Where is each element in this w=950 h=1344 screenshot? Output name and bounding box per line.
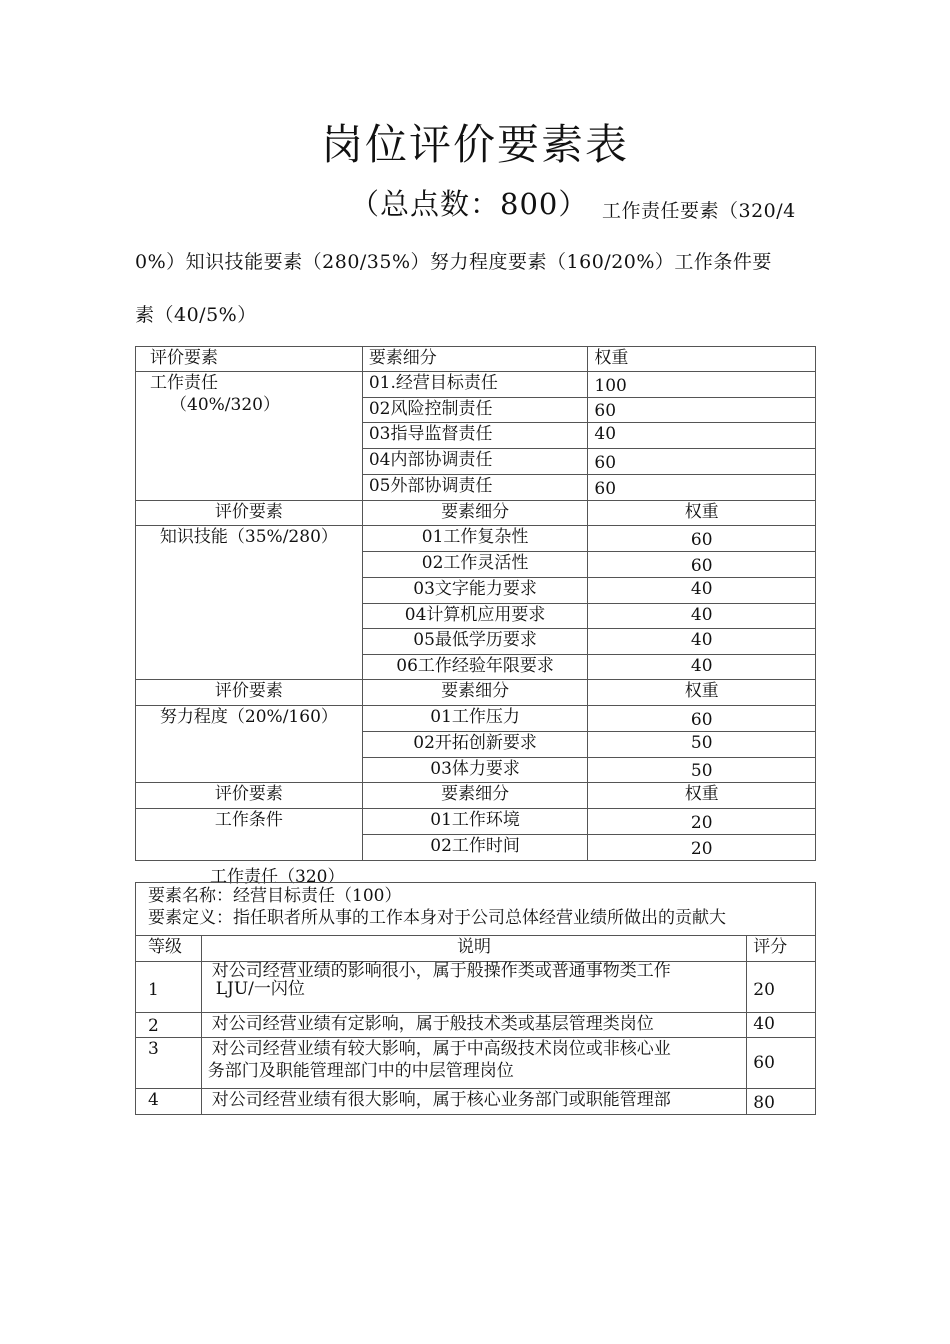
header-subfactor: 要素细分: [362, 501, 588, 526]
description-text: 对公司经营业绩有定影响，属于般技术类或基层管理类岗位: [201, 1013, 747, 1038]
summary-line-2: 0%）知识技能要素（280/35%）努力程度要素（160/20%）工作条件要: [135, 251, 772, 273]
subfactor-name: 05外部协调责任: [362, 475, 588, 501]
table-row: [136, 706, 816, 732]
subfactor-weight: 50: [588, 732, 816, 758]
subfactor-weight: 60: [588, 706, 816, 732]
subfactor-weight: 60: [588, 526, 816, 552]
description-text-cont: LJU/一闪位: [215, 979, 305, 999]
factor-name: 努力程度（20%/160）: [136, 706, 363, 783]
subfactor-weight: 20: [588, 809, 816, 835]
factor-share: （40%/320）: [170, 395, 280, 415]
subfactor-name: 02工作时间: [362, 835, 588, 861]
table-header-row: [136, 783, 816, 809]
subfactor-weight: 40: [588, 604, 816, 629]
element-definition: 要素定义：指任职者所从事的工作本身对于公司总体经营业绩所做出的贡献大: [148, 908, 726, 928]
subfactor-weight: 100: [588, 372, 816, 398]
subfactor-name: 02工作灵活性: [362, 552, 588, 578]
subfactor-weight: 40: [588, 423, 816, 449]
subfactor-weight: 40: [588, 629, 816, 655]
header-factor: 评价要素: [136, 347, 363, 372]
table-header-row: [136, 936, 816, 962]
table-row: [136, 1013, 816, 1038]
factor-name: 知识技能（35%/280）: [136, 526, 363, 680]
subfactor-weight: 60: [588, 449, 816, 475]
subfactor-name: 06工作经验年限要求: [362, 655, 588, 680]
subfactor-name: 04内部协调责任: [362, 449, 588, 475]
header-level: 等级: [136, 936, 202, 962]
subfactor-weight: 60: [588, 398, 816, 423]
subfactor-name: 01工作环境: [362, 809, 588, 835]
element-name: 要素名称：经营目标责任（100）: [148, 886, 402, 906]
definition-row: [136, 883, 816, 936]
table-caption: 工作责任（320）: [210, 867, 345, 887]
subfactor-name: 03体力要求: [362, 758, 588, 783]
subfactor-weight: 40: [588, 655, 816, 680]
table-header-row: [136, 501, 816, 526]
total-points: （总点数：800）: [350, 187, 589, 221]
description-text: 对公司经营业绩有很大影响，属于核心业务部门或职能管理部: [201, 1089, 747, 1115]
page-title: 岗位评价要素表: [320, 120, 629, 169]
table-row: [136, 962, 816, 1013]
header-weight: 权重: [588, 501, 816, 526]
description-cell: [201, 1038, 747, 1089]
summary-line-3: 素（40/5%）: [135, 304, 257, 326]
subfactor-name: 04计算机应用要求: [362, 604, 588, 629]
table-row: [136, 1038, 816, 1089]
element-definition-cell: [136, 883, 816, 936]
header-score: 评分: [747, 936, 816, 962]
subfactor-name: 01工作压力: [362, 706, 588, 732]
description-text-cont: 务部门及职能管理部门中的中层管理岗位: [207, 1061, 514, 1081]
header-subfactor: 要素细分: [362, 680, 588, 706]
factor-weight-table: [135, 346, 816, 861]
subfactor-name: 01.经营目标责任: [362, 372, 588, 398]
factor-cell: [136, 372, 363, 501]
factor-name: 工作责任: [150, 373, 218, 393]
score-cell: 60: [747, 1038, 816, 1089]
header-factor: 评价要素: [136, 501, 363, 526]
table-row: [136, 526, 816, 552]
subfactor-name: 05最低学历要求: [362, 629, 588, 655]
subfactor-name: 03文字能力要求: [362, 578, 588, 604]
table-header-row: [136, 347, 816, 372]
score-cell: 20: [747, 962, 816, 1013]
header-factor: 评价要素: [136, 680, 363, 706]
subfactor-weight: 50: [588, 758, 816, 783]
grading-table: [135, 882, 816, 1115]
level-cell: 4: [136, 1089, 202, 1115]
summary-line-1: 工作责任要素（320/4: [602, 200, 796, 222]
subfactor-name: 02风险控制责任: [362, 398, 588, 423]
subfactor-name: 01工作复杂性: [362, 526, 588, 552]
header-weight: 权重: [588, 347, 816, 372]
level-cell: 1: [136, 962, 202, 1013]
level-cell: 2: [136, 1013, 202, 1038]
description-cell: [201, 962, 747, 1013]
header-subfactor: 要素细分: [362, 347, 588, 372]
subfactor-weight: 60: [588, 475, 816, 501]
header-weight: 权重: [588, 680, 816, 706]
table-row: [136, 372, 816, 398]
table-row: [136, 809, 816, 835]
subfactor-weight: 40: [588, 578, 816, 604]
table-header-row: [136, 680, 816, 706]
header-description: 说明: [201, 936, 747, 962]
score-cell: 80: [747, 1089, 816, 1115]
factor-name: 工作条件: [136, 809, 363, 861]
subfactor-weight: 60: [588, 552, 816, 578]
score-cell: 40: [747, 1013, 816, 1038]
subfactor-name: 02开拓创新要求: [362, 732, 588, 758]
subfactor-name: 03指导监督责任: [362, 423, 588, 449]
subfactor-weight: 20: [588, 835, 816, 861]
header-factor: 评价要素: [136, 783, 363, 809]
header-subfactor: 要素细分: [362, 783, 588, 809]
description-text: 对公司经营业绩的影响很小，属于般操作类或普通事物类工作: [211, 961, 671, 981]
table-row: [136, 1089, 816, 1115]
header-weight: 权重: [588, 783, 816, 809]
description-text: 对公司经营业绩有较大影响，属于中高级技术岗位或非核心业: [211, 1039, 671, 1059]
level-cell: 3: [136, 1038, 202, 1089]
